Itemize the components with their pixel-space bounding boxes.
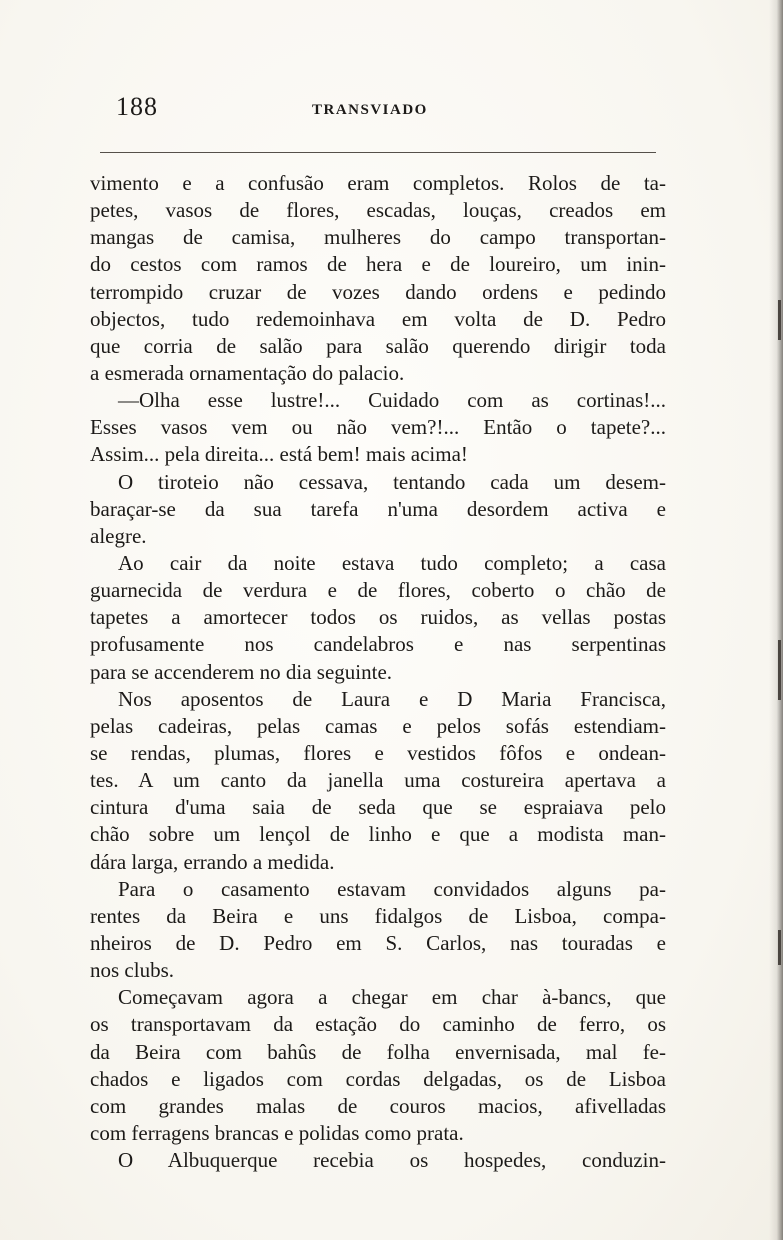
text-line: Esses vasos vem ou não vem?!... Então o tapete?...: [90, 415, 666, 440]
text-line: chão sobre um lençol de linho e que a modista man-: [90, 822, 666, 847]
text-line: da Beira com bahûs de folha envernisada, mal fe-: [90, 1039, 666, 1064]
text-line: Assim... pela direita... está bem! mais acima!: [90, 442, 468, 467]
text-line: rentes da Beira e uns fidalgos de Lisboa, compa-: [90, 903, 666, 928]
edge-mark: [778, 930, 781, 965]
body-text: [90, 170, 666, 1174]
text-line: Ao cair da noite estava tudo completo; a casa: [118, 550, 666, 575]
text-line: dára larga, errando a medida.: [90, 849, 335, 874]
text-line: que corria de salão para salão querendo dirigir toda: [90, 333, 666, 358]
text-line: O Albuquerque recebia os hospedes, conduzin-: [118, 1148, 666, 1173]
text-line: guarnecida de verdura e de flores, coberto o chão de: [90, 578, 666, 603]
text-line: —Olha esse lustre!... Cuidado com as cortinas!...: [118, 388, 666, 413]
text-line: nos clubs.: [90, 958, 174, 983]
text-line: para se accenderem no dia seguinte.: [90, 659, 393, 684]
text-line: petes, vasos de flores, escadas, louças, creados em: [90, 198, 666, 223]
running-title: TRANSVIADO: [312, 102, 428, 118]
page-edge-shadow: [769, 0, 783, 1240]
text-line: se rendas, plumas, flores e vestidos fôfos e ondean-: [90, 740, 666, 765]
text-line: a esmerada ornamentação do palacio.: [90, 360, 405, 385]
text-line: Nos aposentos de Laura e D Maria Francisca,: [118, 686, 666, 711]
text-line: vimento e a confusão eram completos. Rolos de ta-: [90, 171, 666, 195]
text-line: nheiros de D. Pedro em S. Carlos, nas touradas e: [90, 930, 666, 955]
text-line: baraçar-se da sua tarefa n'uma desordem activa e: [90, 496, 666, 521]
text-line: alegre.: [90, 523, 147, 548]
text-line: tapetes a amortecer todos os ruidos, as vellas postas: [90, 605, 666, 630]
text-line: chados e ligados com cordas delgadas, os de Lisboa: [90, 1066, 666, 1091]
text-line: Começavam agora a chegar em char à-bancs, que: [118, 985, 666, 1010]
text-line: do cestos com ramos de hera e de loureiro, um inin-: [90, 252, 666, 277]
header-rule: [100, 152, 656, 153]
text-line: cintura d'uma saia de seda que se espraiava pelo: [90, 795, 666, 820]
page-number: 188: [116, 92, 158, 121]
text-line: tes. A um canto da janella uma costureira apertava a: [90, 768, 666, 793]
text-line: terrompido cruzar de vozes dando ordens e pedindo: [90, 279, 666, 304]
edge-mark: [778, 300, 781, 340]
page-header: [100, 92, 660, 132]
text-line: profusamente nos candelabros e nas serpentinas: [90, 632, 666, 657]
edge-mark: [778, 640, 781, 700]
text-line: os transportavam da estação do caminho de ferro, os: [90, 1012, 666, 1037]
text-line: Para o casamento estavam convidados alguns pa-: [118, 876, 666, 901]
text-line: objectos, tudo redemoinhava em volta de D. Pedro: [90, 306, 666, 331]
text-line: pelas cadeiras, pelas camas e pelos sofás estendiam-: [90, 713, 666, 738]
text-line: O tiroteio não cessava, tentando cada um desem-: [118, 469, 666, 494]
text-line: com ferragens brancas e polidas como prata.: [90, 1120, 464, 1145]
text-line: mangas de camisa, mulheres do campo transportan-: [90, 225, 666, 250]
text-line: com grandes malas de couros macios, afivelladas: [90, 1093, 666, 1118]
